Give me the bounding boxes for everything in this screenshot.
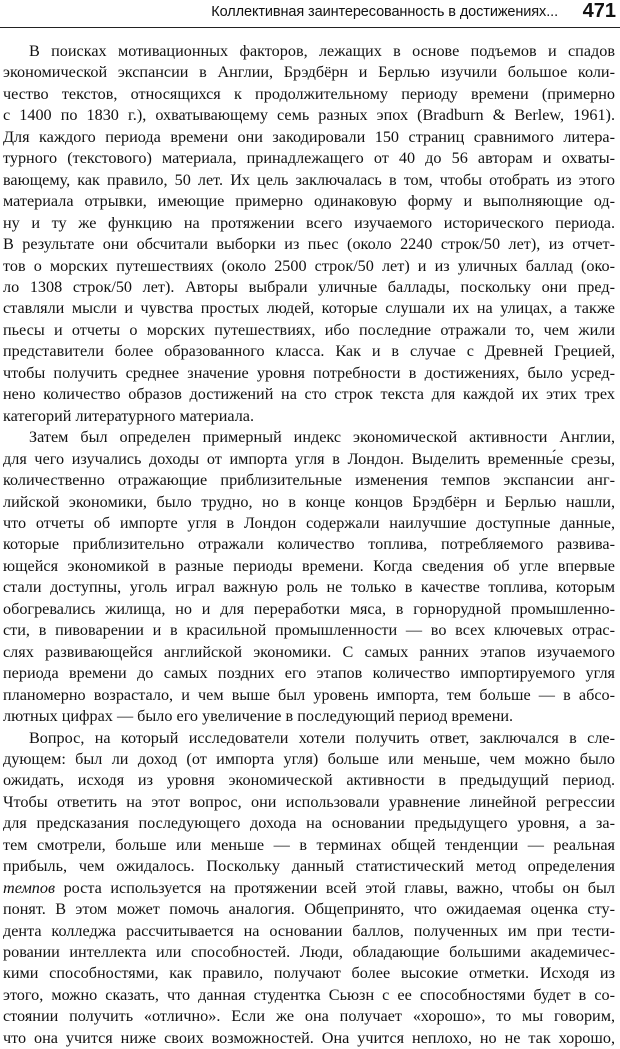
text-line: тем смотрели, больше или меньше — в терминах общей тенденции — реальная xyxy=(3,835,615,856)
text-line: экономической экспансии в Англии, Брэдбёрн и Берлью изучили большое коли- xyxy=(3,62,615,83)
text-line: количественно отражающие приблизительные изменения темпов экспансии анг- xyxy=(3,470,615,491)
text-line: чество текстов, относящихся к продолжительному периоду времени (примерно xyxy=(3,84,615,105)
text-line: нено количество образов достижений на сто строк текста для каждой их этих трех xyxy=(3,384,615,405)
text-line: тов о морских путешествиях (около 2500 строк/50 лет) и из уличных баллад (око- xyxy=(3,256,615,277)
running-title: Коллективная заинтересованность в достижениях... xyxy=(211,4,558,20)
italic-term: темпов xyxy=(3,879,55,897)
text-line: которые приблизительно отражали количество топлива, потребляемого развива- xyxy=(3,534,615,555)
text-line: что отчеты об импорте угля в Лондон содержали наилучшие доступные данные, xyxy=(3,513,615,534)
page-number: 471 xyxy=(583,0,616,23)
text-line: для чего изучались доходы от импорта угля в Лондон. Выделить временны́е срезы, xyxy=(3,449,615,470)
text-line: обогревались жилища, но и для переработки мяса, в горнорудной промышленно- xyxy=(3,599,615,620)
running-header xyxy=(0,0,620,28)
text-line: понят. В этом может помочь аналогия. Общепринято, что ожидаемая оценка сту- xyxy=(3,899,615,920)
text-line: слях развивающейся английской экономики. С самых ранних этапов изучаемого xyxy=(3,642,615,663)
text-line: лийской экономики, было трудно, но в конце концов Брэдбёрн и Берлью нашли, xyxy=(3,492,615,513)
text-line: вающему, как правило, 50 лет. Их цель заключалась в том, чтобы отобрать из этого xyxy=(3,170,615,191)
text-line: ну и ту же функцию на протяжении всего изучаемого исторического периода. xyxy=(3,213,615,234)
text-line: В результате они обсчитали выборки из пьес (около 2240 строк/50 лет), из отчет- xyxy=(3,234,615,255)
text-line: этого, можно сказать, что данная студентка Сьюзн с ее способностями будет в со- xyxy=(3,985,615,1006)
text-line: Затем был определен примерный индекс экономической активности Англии, xyxy=(3,427,615,448)
paragraph xyxy=(3,41,615,427)
text-line: пьесы и отчеты о морских путешествиях, ибо последние отражали то, чем жили xyxy=(3,320,615,341)
text-line xyxy=(3,878,615,899)
text-line: кими способностями, как правило, получают более высокие отметки. Исходя из xyxy=(3,963,615,984)
paragraph xyxy=(3,728,615,1049)
text-line: ло 1308 строк/50 лет). Авторы выбрали уличные баллады, поскольку они пред- xyxy=(3,277,615,298)
text-line: ровании интеллекта или способностей. Люди, обладающие большими академичес- xyxy=(3,942,615,963)
text-line: Для каждого периода времени они закодировали 150 страниц сравнимого литера- xyxy=(3,127,615,148)
text-line: дента колледжа рассчитывается на основании баллов, полученных им при тести- xyxy=(3,921,615,942)
text-line: сти, в пивоварении и в красильной промышленности — во всех ключевых отрас- xyxy=(3,620,615,641)
text-line: прибыль, чем ожидалось. Поскольку данный статистический метод определения xyxy=(3,856,615,877)
text-line: турного (текстового) материала, принадлежащего от 40 до 56 авторам и охваты- xyxy=(3,148,615,169)
text-line: ожидать, исходя из уровня экономической активности в предыдущий период. xyxy=(3,770,615,791)
text-line: Чтобы ответить на этот вопрос, они использовали уравнение линейной регрессии xyxy=(3,792,615,813)
text-line: ставляли мысли и чувства простых людей, которые слушали их на улицах, а также xyxy=(3,298,615,319)
body-text xyxy=(3,41,615,1049)
text-line: дующем: был ли доход (от импорта угля) больше или меньше, чем можно было xyxy=(3,749,615,770)
text-line: Вопрос, на который исследователи хотели получить ответ, заключался в сле- xyxy=(3,728,615,749)
text-line: что она учится ниже своих возможностей. Она учится неплохо, но не так хорошо, xyxy=(3,1028,615,1049)
text-line: материала отрывки, имеющие примерно одинаковую форму и выполняющие од- xyxy=(3,191,615,212)
text-run: роста используется на протяжении всей этой главы, важно, чтобы он был xyxy=(55,879,615,897)
text-line: стали доступны, уголь играл важную роль не только в качестве топлива, которым xyxy=(3,577,615,598)
text-line: лютных цифрах — было его увеличение в последующий период времени. xyxy=(3,706,615,727)
text-line: стоянии получить «отлично». Если же она получает «хорошо», то мы говорим, xyxy=(3,1006,615,1027)
text-line: для предсказания последующего дохода на основании предыдущего уровня, а за- xyxy=(3,813,615,834)
text-line: планомерно возрастало, и чем выше был уровень импорта, тем больше — в абсо- xyxy=(3,685,615,706)
text-line: В поисках мотивационных факторов, лежащих в основе подъемов и спадов xyxy=(3,41,615,62)
text-line: чтобы получить среднее значение уровня потребности в достижениях, было усред- xyxy=(3,363,615,384)
paragraph xyxy=(3,427,615,727)
text-line: периода времени до самых поздних его этапов количество импортируемого угля xyxy=(3,663,615,684)
text-line: представители более образованного класса. Как и в случае с Древней Грецией, xyxy=(3,341,615,362)
text-line: с 1400 по 1830 г.), охватывающему семь разных эпох (Bradburn & Berlew, 1961). xyxy=(3,105,615,126)
text-line: ющейся экономикой в разные периоды времени. Когда сведения об угле впервые xyxy=(3,556,615,577)
text-line: категорий литературного материала. xyxy=(3,406,615,427)
